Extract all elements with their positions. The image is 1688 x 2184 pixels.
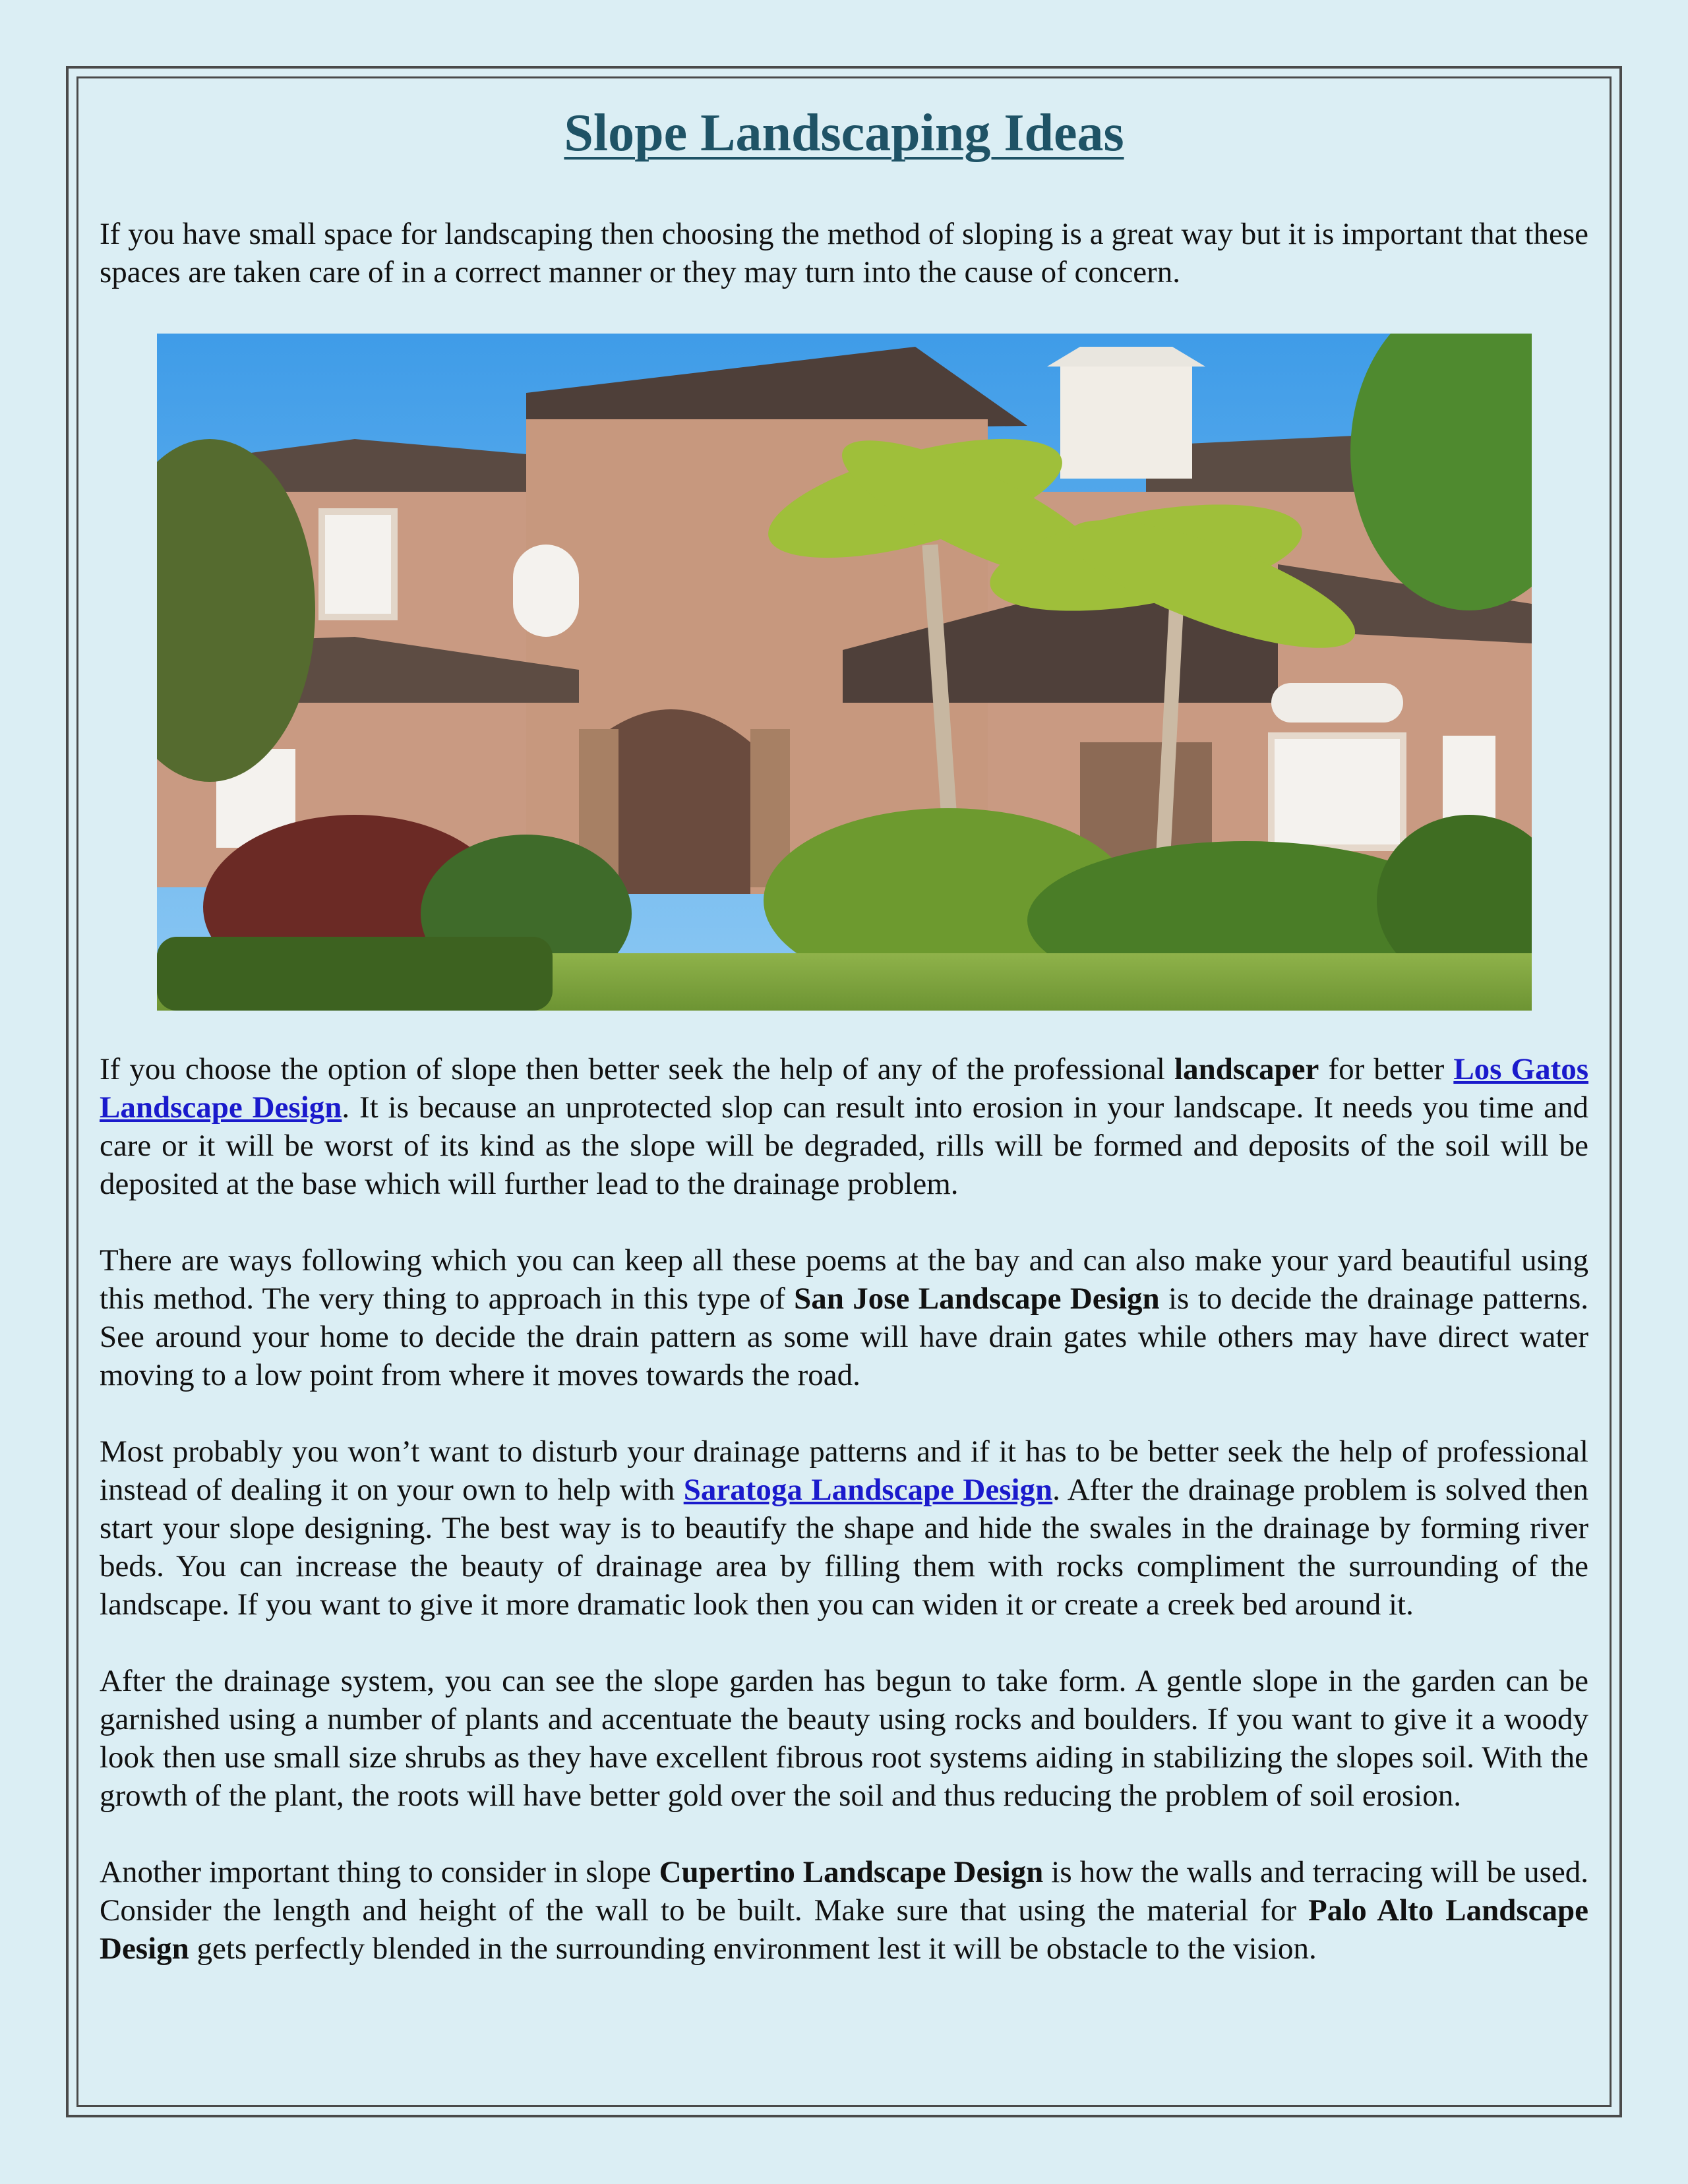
paragraph-saratoga bbox=[100, 1432, 1588, 1624]
paragraph-los-gatos bbox=[100, 1050, 1588, 1203]
palo-alto-bold: Palo Alto Landscape Design bbox=[100, 1893, 1588, 1966]
para5-text-after: gets perfectly blended in the surrounding environment lest it will be obstacle to the vision. bbox=[189, 1932, 1317, 1966]
para5-text-mid: is how the walls and terracing will be used. Consider the length and height of the wall to be built. Make sure that using the material for bbox=[100, 1855, 1589, 1928]
para1-text-mid: for better bbox=[1319, 1052, 1454, 1086]
paragraph-san-jose bbox=[100, 1241, 1588, 1394]
page-title: Slope Landscaping Ideas bbox=[564, 104, 1124, 162]
para2-text-before: There are ways following which you can keep all these poems at the bay and can also make your yard beautiful using this method. The very thing to approach in this type of bbox=[100, 1243, 1588, 1316]
los-gatos-link[interactable]: Los Gatos Landscape Design bbox=[100, 1052, 1589, 1125]
paragraph-slope-garden: After the drainage system, you can see the slope garden has begun to take form. A gentle slope in the garden can be garnished using a number of plants and accentuate the beauty using rocks and boulders. If you want to give it a woody look then use small size shrubs as they have excellent fibrous root systems aiding in stabilizing the slopes soil. With the growth of the plant, the roots will have better gold over the soil and thus reducing the problem of soil erosion. bbox=[100, 1664, 1588, 1813]
saratoga-link[interactable]: Saratoga Landscape Design bbox=[683, 1473, 1053, 1507]
para2-text-after: is to decide the drainage patterns. See around your home to decide the drain pattern as some will have drain gates while others may have direct water moving to a low point from where it moves towards the road. bbox=[100, 1282, 1589, 1392]
para1-text-after: . It is because an unprotected slop can result into erosion in your landscape. It needs you time and care or it will be worst of its kind as the slope will be degraded, rills will be formed and deposits of the soil will be deposited at the base which will further lead to the drainage problem. bbox=[100, 1090, 1588, 1201]
para5-text-before: Another important thing to consider in slope bbox=[100, 1855, 659, 1889]
house-photo-icon bbox=[157, 334, 1532, 1011]
para3-text-before: Most probably you won’t want to disturb your drainage patterns and if it has to be better seek the help of professional instead of dealing it on your own to help with bbox=[100, 1434, 1588, 1507]
paragraph-cupertino bbox=[100, 1853, 1588, 1968]
para3-text-after: . After the drainage problem is solved then start your slope designing. The best way is to beautify the shape and hide the swales in the drainage by forming river beds. You can increase the beauty of drainage area by filling them with rocks compliment the surrounding of the landscape. If you want to give it more dramatic look then you can widen it or create a creek bed around it. bbox=[100, 1473, 1588, 1622]
document-page bbox=[100, 92, 1588, 1968]
intro-paragraph: If you have small space for landscaping then choosing the method of sloping is a great way but it is important that these spaces are taken care of in a correct manner or they may turn into the cause of concern. bbox=[100, 217, 1588, 289]
san-jose-bold: San Jose Landscape Design bbox=[794, 1282, 1160, 1316]
house-photo bbox=[157, 334, 1532, 1011]
landscaper-bold: landscaper bbox=[1174, 1052, 1319, 1086]
cupertino-bold: Cupertino Landscape Design bbox=[659, 1855, 1044, 1889]
para1-text-before: If you choose the option of slope then better seek the help of any of the professional bbox=[100, 1052, 1175, 1086]
